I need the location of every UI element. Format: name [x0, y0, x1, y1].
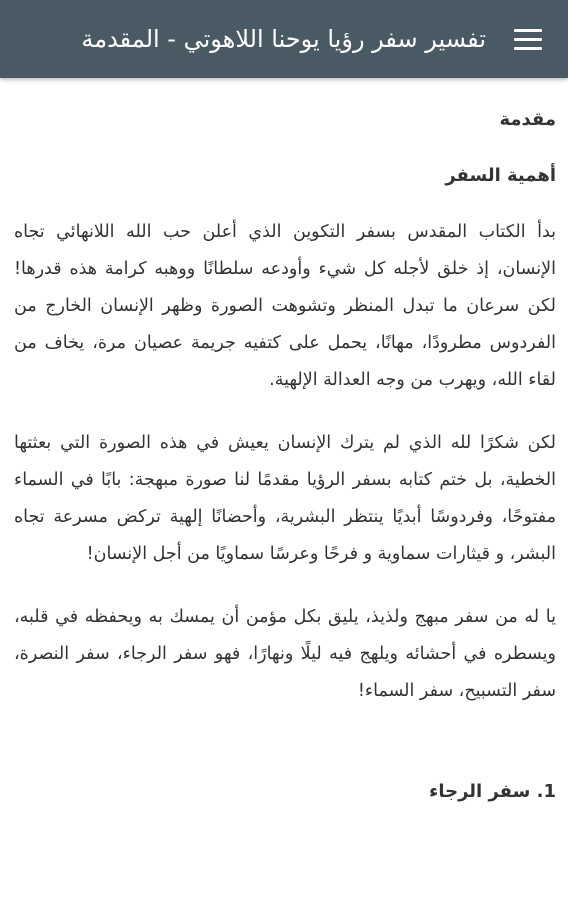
section-title: سفر الرجاء [429, 781, 531, 802]
app-bar [0, 0, 568, 78]
paragraph-1: بدأ الكتاب المقدس بسفر التكوين الذي أعلن حب الله اللانهائي تجاه الإنسان، إذ خلق لأجله كل شيء وأودعه سلطانًا ووهبه كرامة هذه قدرها! لكن سرعان ما تبدل المنظر وتشوهت الصورة وظهر الإنسان الخارج من الفردوس مطرودًا، مهانًا، يحمل على كتفيه جريمة عصيان مرة، يخاف من لقاء الله، ويهرب من وجه العدالة الإلهية. [14, 222, 556, 390]
intro-heading: مقدمة [499, 109, 556, 130]
paragraph-3: يا له من سفر مبهج ولذيذ، يليق بكل مؤمن أن يمسك به ويحفظه في قلبه، ويسطره في أحشائه ويلهج فيه ليلًا ونهارًا، فهو سفر الرجاء، سفر النصرة، سفر التسبيح، سفر السماء! [14, 607, 556, 701]
paragraph-2: لكن شكرًا لله الذي لم يترك الإنسان يعيش في هذه الصورة التي بعثتها الخطية، بل ختم كتابه بسفر الرؤيا مقدمًا لنا صورة مبهجة: بابًا في السماء مفتوحًا، وفردوسًا أبديًا ينتظر البشرية، وأحضانًا إلهية تركض مسرعة تجاه البشر، و قيثارات سماوية و فرحًا وعرسًا سماويًا من أجل الإنسان! [14, 433, 556, 564]
hamburger-menu-icon[interactable] [512, 23, 544, 55]
section-number: 1. [536, 781, 556, 802]
app-title: تفسير سفر رؤيا يوحنا اللاهوتي - المقدمة [81, 25, 486, 53]
importance-heading: أهمية السفر [445, 165, 556, 186]
article-content[interactable] [0, 78, 568, 900]
section-hope-heading [14, 778, 556, 806]
